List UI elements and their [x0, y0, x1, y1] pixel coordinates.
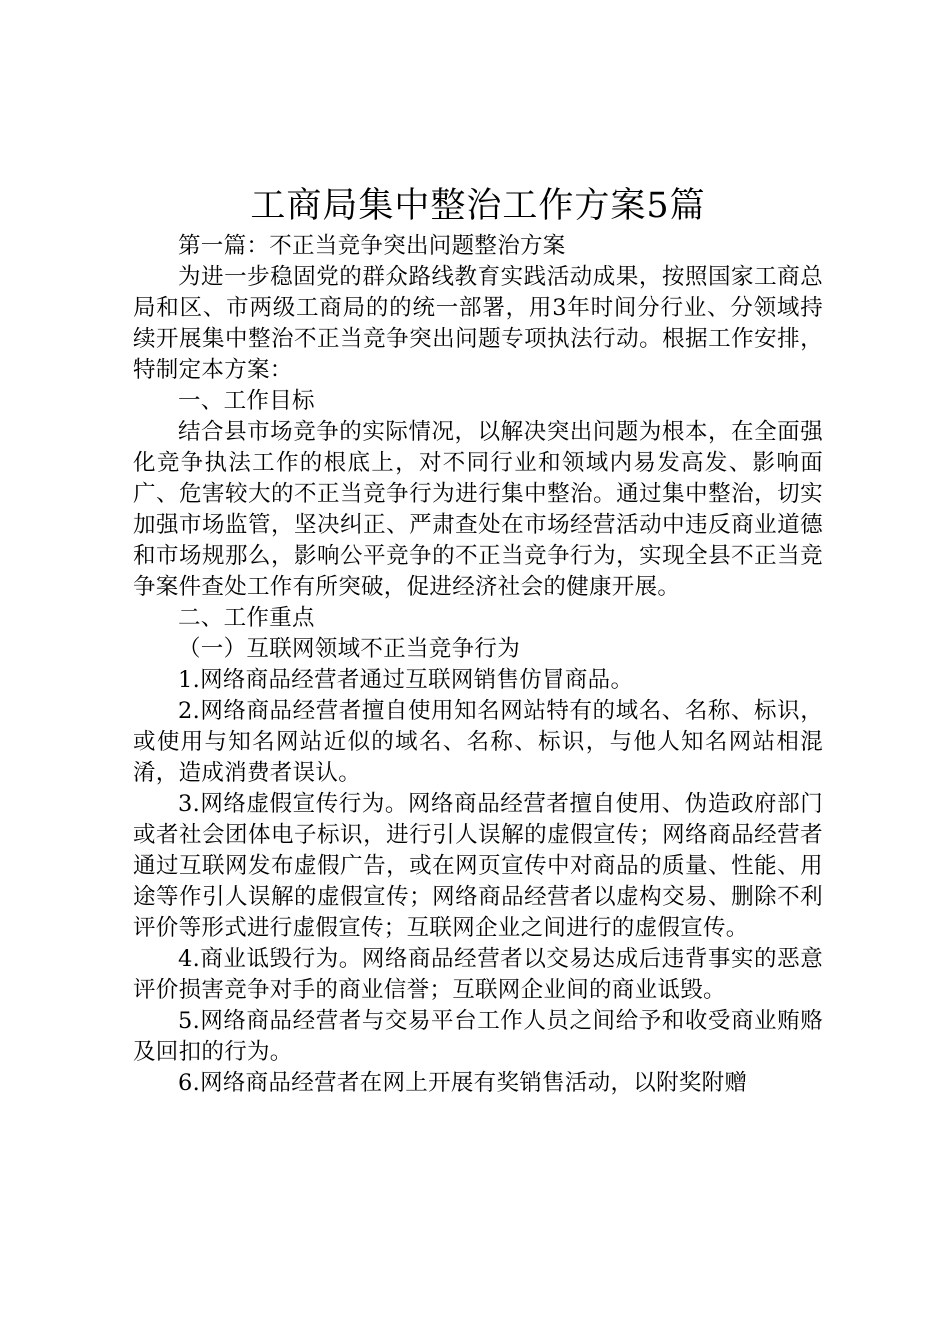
- goals-paragraph: 结合县市场竞争的实际情况，以解决突出问题为根本，在全面强化竞争执法工作的根底上，对不同行业和领域内易发高发、影响面广、危害较大的不正当竞争行为进行集中整治。通过集中整治，切实加强市场监管，坚决纠正、严肃查处在市场经营活动中违反商业道德和市场规那么，影响公平竞争的不正当竞争行为，实现全县不正当竞争案件查处工作有所突破，促进经济社会的健康开展。: [133, 419, 823, 600]
- heading-work-focus: 二、工作重点: [178, 605, 315, 631]
- intro-paragraph: 为进一步稳固党的群众路线教育实践活动成果，按照国家工商总局和区、市两级工商局的的统一部署，用3年时间分行业、分领域持续开展集中整治不正当竞争突出问题专项执法行动。根据工作安排，特制定本方案：: [133, 264, 823, 383]
- list-item-2: 2.网络商品经营者擅自使用知名网站特有的域名、名称、标识，或使用与知名网站近似的域名、名称、标识，与他人知名网站相混淆，造成消费者误认。: [133, 698, 823, 786]
- list-item-6: 6.网络商品经营者在网上开展有奖销售活动，以附奖附赠: [178, 1070, 748, 1096]
- list-item-4: 4.商业诋毁行为。网络商品经营者以交易达成后违背事实的恶意评价损害竞争对手的商业信誉；互联网企业间的商业诋毁。: [133, 946, 823, 1003]
- heading-work-goals: 一、工作目标: [178, 388, 315, 414]
- subheading-internet-domain: （一）互联网领域不正当竞争行为: [178, 636, 521, 662]
- list-item-1: 1.网络商品经营者通过互联网销售仿冒商品。: [178, 667, 634, 693]
- document-page: [133, 183, 823, 1099]
- list-item-5: 5.网络商品经营者与交易平台工作人员之间给予和收受商业贿赂及回扣的行为。: [133, 1008, 823, 1065]
- document-title: 工商局集中整治工作方案5篇: [250, 186, 706, 226]
- section-heading-part-one: 第一篇：不正当竞争突出问题整治方案: [178, 233, 566, 259]
- list-item-3: 3.网络虚假宣传行为。网络商品经营者擅自使用、伪造政府部门或者社会团体电子标识，进行引人误解的虚假宣传；网络商品经营者通过互联网发布虚假广告，或在网页宣传中对商品的质量、性能、用途等作引人误解的虚假宣传；网络商品经营者以虚构交易、删除不利评价等形式进行虚假宣传；互联网企业之间进行的虚假宣传。: [133, 791, 823, 941]
